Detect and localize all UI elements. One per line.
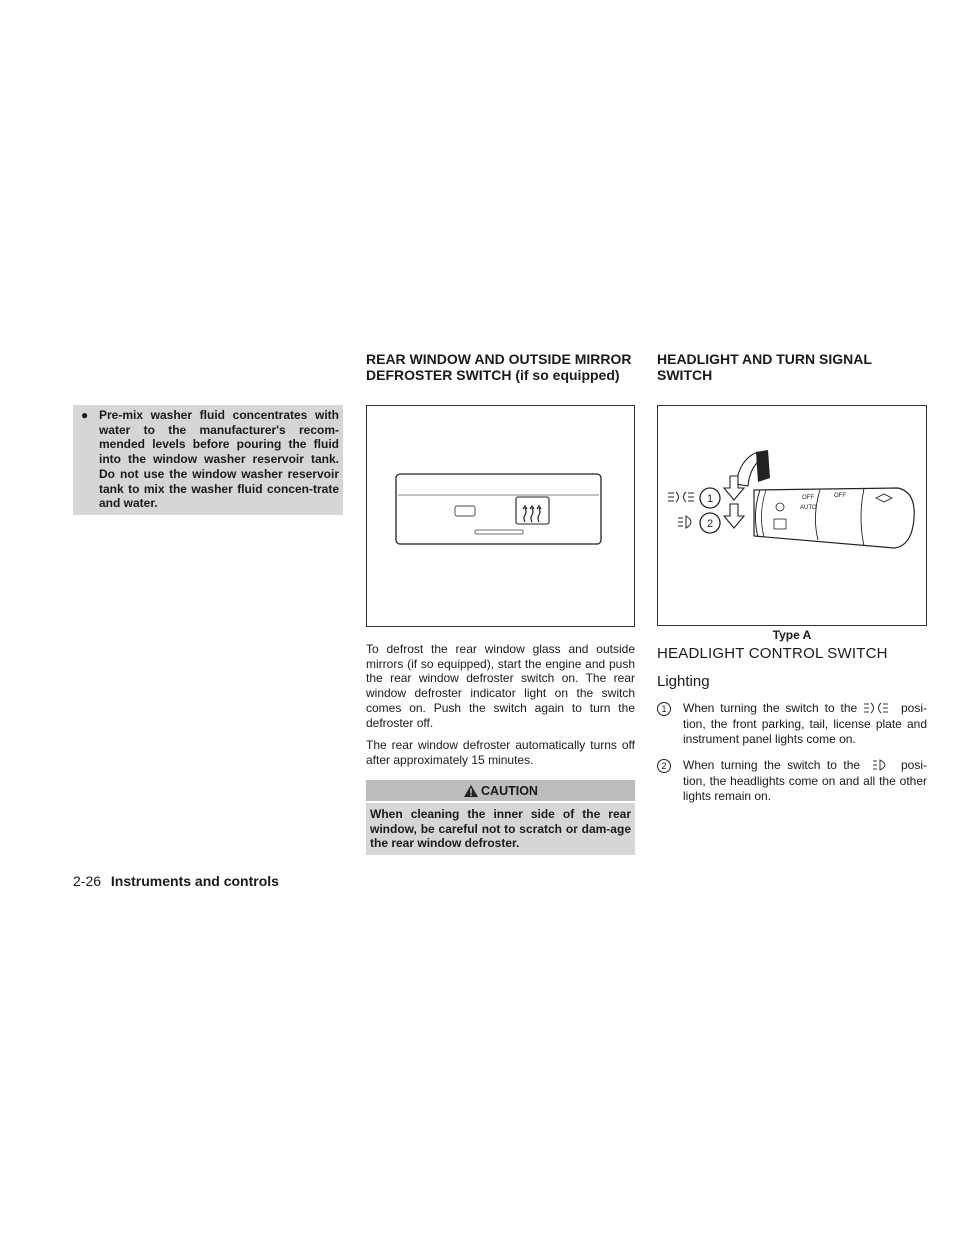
headlight-stalk-illustration	[658, 406, 926, 625]
item-text	[683, 758, 927, 805]
item-text	[683, 701, 927, 748]
bullet: ●	[81, 408, 89, 422]
defroster-paragraph-1: To defrost the rear window glass and outside mirrors (if so equipped), start the engine and push the rear window defroster switch on. The rear window defroster indicator light on the switch comes on. Push the switch again to turn the defroster off.	[366, 642, 635, 730]
lighting-item-1	[657, 701, 927, 748]
washer-fluid-note	[73, 405, 343, 515]
lighting-subheading: Lighting	[657, 673, 710, 690]
item-text-after: posi-tion, the headlights come on and all the other lights remain on.	[683, 758, 927, 803]
headlight-switch-figure	[657, 405, 927, 626]
note-text: Pre-mix washer fluid concentrates with water to the manufacturer's recom-mended levels before pouring the fluid into the window washer reservoir tank. Do not use the window washer reservoir tank to mix the washer fluid concen-trate and water.	[99, 408, 339, 511]
caution-text: When cleaning the inner side of the rear window, be careful not to scratch or dam-age the rear window defroster.	[366, 803, 635, 855]
off-label-2: OFF	[834, 493, 846, 499]
page-footer	[73, 873, 279, 889]
parking-light-icon	[668, 492, 694, 502]
auto-label: AUTO	[800, 505, 817, 511]
item-number: 1	[657, 702, 671, 716]
headlight-heading: HEADLIGHT AND TURN SIGNAL SWITCH	[657, 351, 872, 383]
note-bullet-row	[81, 408, 339, 511]
item-text-before: When turning the switch to the	[683, 758, 861, 772]
defroster-switch-figure	[366, 405, 635, 627]
headlight-control-subheading: HEADLIGHT CONTROL SWITCH	[657, 645, 888, 662]
defroster-switch-illustration	[367, 406, 634, 626]
lighting-item-2	[657, 758, 927, 805]
item-number: 2	[657, 759, 671, 773]
item-text-after: posi-tion, the front parking, tail, license plate and instrument panel lights come on.	[683, 701, 927, 746]
defroster-paragraph-2: The rear window defroster automatically turns off after approximately 15 minutes.	[366, 738, 635, 767]
headlight-icon	[678, 516, 691, 528]
parking-light-icon	[863, 702, 895, 714]
off-label-1: OFF	[802, 495, 814, 501]
section-title: Instruments and controls	[110, 873, 279, 889]
page-number: 2-26	[73, 873, 102, 889]
caution-title: CAUTION	[481, 783, 538, 798]
figure-num-2: 2	[706, 518, 714, 530]
headlight-icon	[867, 759, 895, 771]
figure-caption: Type A	[772, 628, 812, 642]
figure-num-1: 1	[706, 493, 714, 505]
item-text-before: When turning the switch to the	[683, 701, 858, 715]
caution-header	[366, 780, 635, 801]
warning-triangle-icon	[463, 784, 479, 798]
defroster-heading: REAR WINDOW AND OUTSIDE MIRROR DEFROSTER SWITCH (if so equipped)	[366, 351, 632, 383]
caution-box	[366, 780, 635, 855]
